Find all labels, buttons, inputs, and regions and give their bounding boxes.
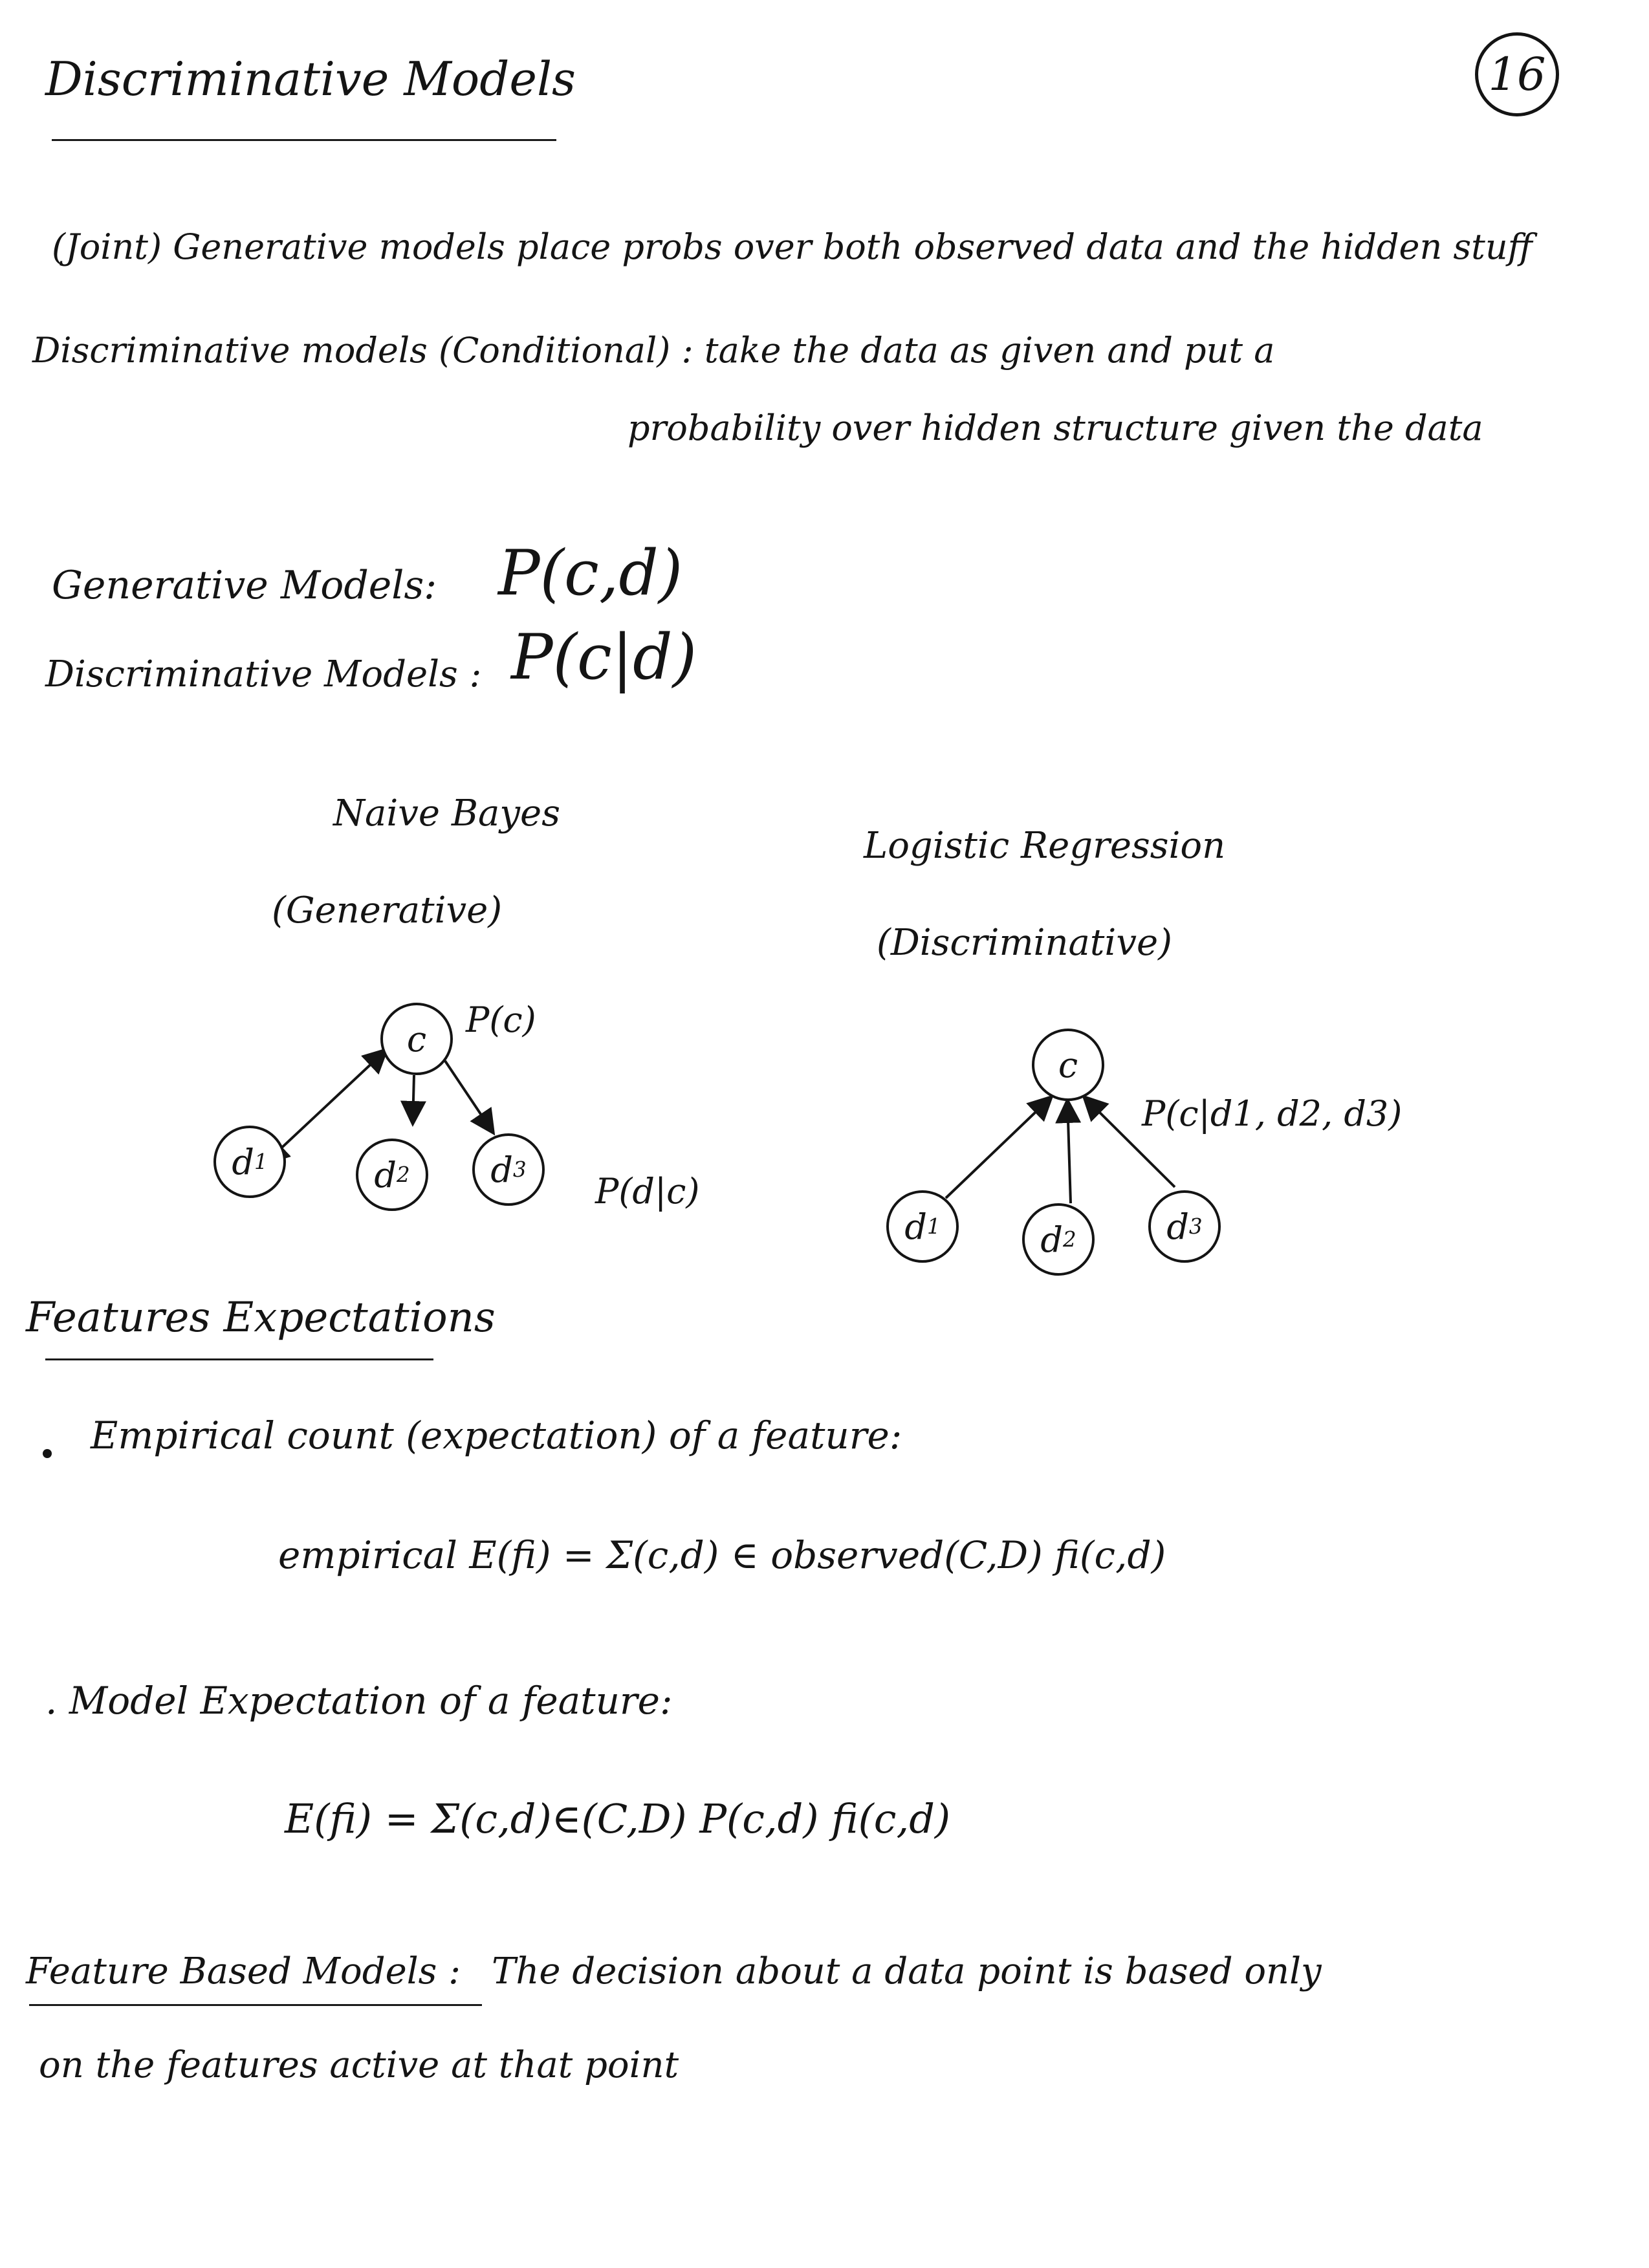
- page-title: Discriminative Models: [45, 52, 576, 106]
- model-expectation-formula: E(fi) = Σ(c,d)∈(C,D) P(c,d) fi(c,d): [285, 1795, 951, 1842]
- feature-based-text-2: on the features active at that point: [39, 2044, 679, 2086]
- nb-class-prob: P(c): [466, 999, 536, 1040]
- lr-class-prob: P(c|d1, d2, d3): [1142, 1093, 1403, 1134]
- generative-colon: :: [424, 563, 437, 608]
- feature-based-text-1: The decision about a data point is based only: [492, 1950, 1322, 1992]
- feature-based-underline: [29, 2004, 482, 2006]
- generative-models-label: Generative Models: [52, 563, 424, 608]
- lr-node-d2: d 2: [1022, 1203, 1095, 1276]
- nb-edge-c-d2: [413, 1075, 414, 1124]
- nb-node-d1: d 1: [213, 1126, 286, 1198]
- bullet-dot: [43, 1449, 52, 1458]
- nb-node-d2: d 2: [356, 1139, 428, 1211]
- empirical-formula: empirical E(fi) = Σ(c,d) ∈ observed(C,D) fi(c,d): [278, 1533, 1166, 1577]
- discriminative-description-1: Discriminative models (Conditional) : take the data as given and put a: [32, 330, 1275, 371]
- generative-formula: P(c,d): [498, 537, 683, 609]
- page-number: 16: [1475, 32, 1559, 116]
- naive-bayes-title: Naive Bayes: [333, 792, 560, 834]
- feature-based-label: Feature Based Models :: [26, 1950, 461, 1992]
- discriminative-description-2: probability over hidden structure given the data: [628, 408, 1483, 448]
- lr-edge-d2-c: [1067, 1100, 1071, 1203]
- lr-node-d3: d 3: [1148, 1190, 1221, 1263]
- nb-node-c: c: [380, 1003, 453, 1075]
- nb-node-d3: d 3: [472, 1133, 545, 1206]
- lr-node-c: c: [1032, 1029, 1104, 1101]
- features-heading-underline: [45, 1358, 433, 1360]
- nb-edge-c-d3: [445, 1061, 494, 1133]
- empirical-intro: Empirical count (expectation) of a feature:: [91, 1413, 902, 1457]
- features-expectations-heading: Features Expectations: [26, 1294, 496, 1342]
- discriminative-models-label: Discriminative Models :: [45, 653, 482, 695]
- nb-feature-prob: P(d|c): [595, 1171, 700, 1212]
- model-expectation-intro: . Model Expectation of a feature:: [45, 1679, 673, 1723]
- generative-description: (Joint) Generative models place probs over both observed data and the hidden stuff: [52, 226, 1533, 267]
- naive-bayes-subtitle: (Generative): [272, 889, 503, 932]
- lr-node-d1: d 1: [886, 1190, 959, 1263]
- discriminative-formula: P(c|d): [511, 621, 697, 693]
- lr-edge-d1-c: [946, 1096, 1052, 1198]
- logistic-regression-subtitle: (Discriminative): [877, 922, 1172, 964]
- logistic-regression-title: Logistic Regression: [864, 825, 1226, 867]
